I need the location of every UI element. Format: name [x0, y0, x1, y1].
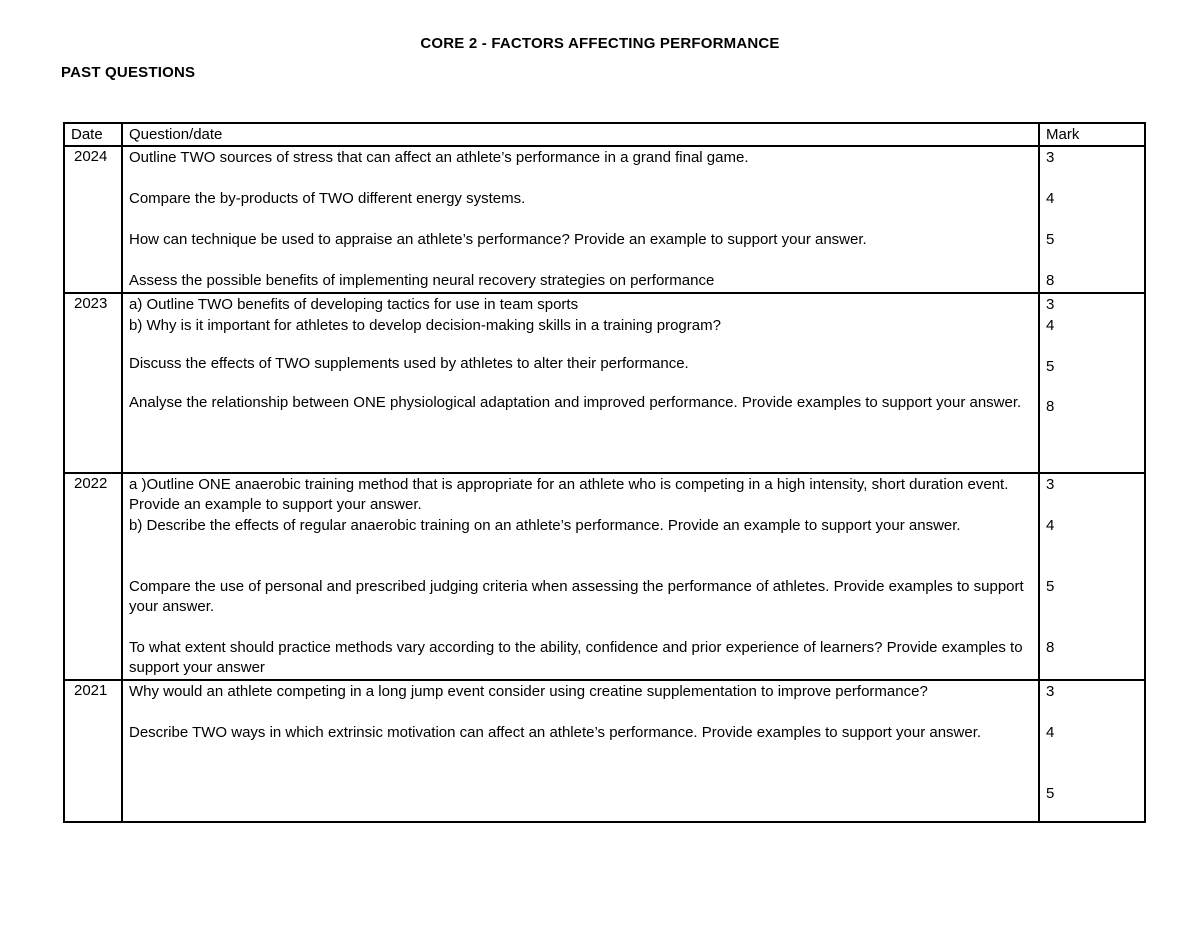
question-cell — [122, 293, 1039, 473]
mark-value: 5 — [1046, 784, 1055, 802]
question-item: Assess the possible benefits of implementing neural recovery strategies on performance — [129, 272, 715, 289]
mark-value: 4 — [1046, 516, 1055, 534]
mark-value: 8 — [1046, 272, 1055, 289]
mark-value: 5 — [1046, 577, 1055, 595]
mark-value: 4 — [1046, 723, 1055, 741]
question-item: Discuss the effects of TWO supplements used by athletes to alter their performance. — [129, 354, 689, 372]
question-item: Compare the use of personal and prescribed judging criteria when assessing the performance of athletes. Provide examples to support your answer. — [129, 577, 1024, 615]
question-item: Describe TWO ways in which extrinsic motivation can affect an athlete’s performance. Provide examples to support your answer. — [129, 723, 982, 741]
question-item: b) Why is it important for athletes to develop decision-making skills in a training program? — [129, 316, 721, 334]
row-date: 2022 — [64, 473, 122, 680]
row-date: 2021 — [64, 680, 122, 822]
question-item: How can technique be used to appraise an athlete’s performance? Provide an example to support your answer. — [129, 231, 867, 248]
mark-cell — [1039, 146, 1145, 293]
past-questions-table — [63, 122, 1146, 823]
mark-value: 5 — [1046, 231, 1055, 248]
row-date: 2023 — [64, 293, 122, 473]
question-item: Outline TWO sources of stress that can affect an athlete’s performance in a grand final game. — [129, 149, 749, 166]
question-item: a )Outline ONE anaerobic training method that is appropriate for an athlete who is competing in a high intensity, short duration event. Provide an example to support your answer. — [129, 475, 1009, 513]
table-row-2021 — [64, 680, 1145, 822]
section-heading: PAST QUESTIONS — [61, 64, 196, 81]
table-row-2024 — [64, 146, 1145, 293]
mark-value: 3 — [1046, 475, 1055, 493]
table-header-row — [64, 123, 1145, 146]
question-item: Analyse the relationship between ONE physiological adaptation and improved performance. Provide examples to support your answer. — [129, 393, 1022, 411]
row-date: 2024 — [64, 146, 122, 293]
question-item: a) Outline TWO benefits of developing tactics for use in team sports — [129, 295, 579, 313]
question-item: b) Describe the effects of regular anaerobic training on an athlete’s performance. Provide an example to support your answer. — [129, 516, 961, 534]
mark-value: 3 — [1046, 682, 1055, 700]
mark-value: 8 — [1046, 397, 1055, 415]
mark-cell — [1039, 293, 1145, 473]
mark-value: 8 — [1046, 638, 1055, 656]
question-cell — [122, 680, 1039, 822]
question-item: To what extent should practice methods vary according to the ability, confidence and prior experience of learners? Provide examples to support your answer — [129, 638, 1023, 676]
question-item: Compare the by-products of TWO different energy systems. — [129, 190, 526, 207]
table-row-2022 — [64, 473, 1145, 680]
mark-value: 4 — [1046, 316, 1055, 334]
table-row-2023 — [64, 293, 1145, 473]
question-cell — [122, 146, 1039, 293]
mark-value: 3 — [1046, 295, 1055, 313]
question-item: Why would an athlete competing in a long jump event consider using creatine supplementation to improve performance? — [129, 682, 928, 700]
mark-value: 3 — [1046, 149, 1055, 166]
header-question: Question/date — [122, 123, 1039, 146]
document-title: CORE 2 - FACTORS AFFECTING PERFORMANCE — [420, 35, 780, 52]
mark-value: 4 — [1046, 190, 1055, 207]
question-cell — [122, 473, 1039, 680]
mark-cell — [1039, 680, 1145, 822]
header-mark: Mark — [1039, 123, 1145, 146]
header-date: Date — [64, 123, 122, 146]
mark-cell — [1039, 473, 1145, 680]
mark-value: 5 — [1046, 357, 1055, 375]
